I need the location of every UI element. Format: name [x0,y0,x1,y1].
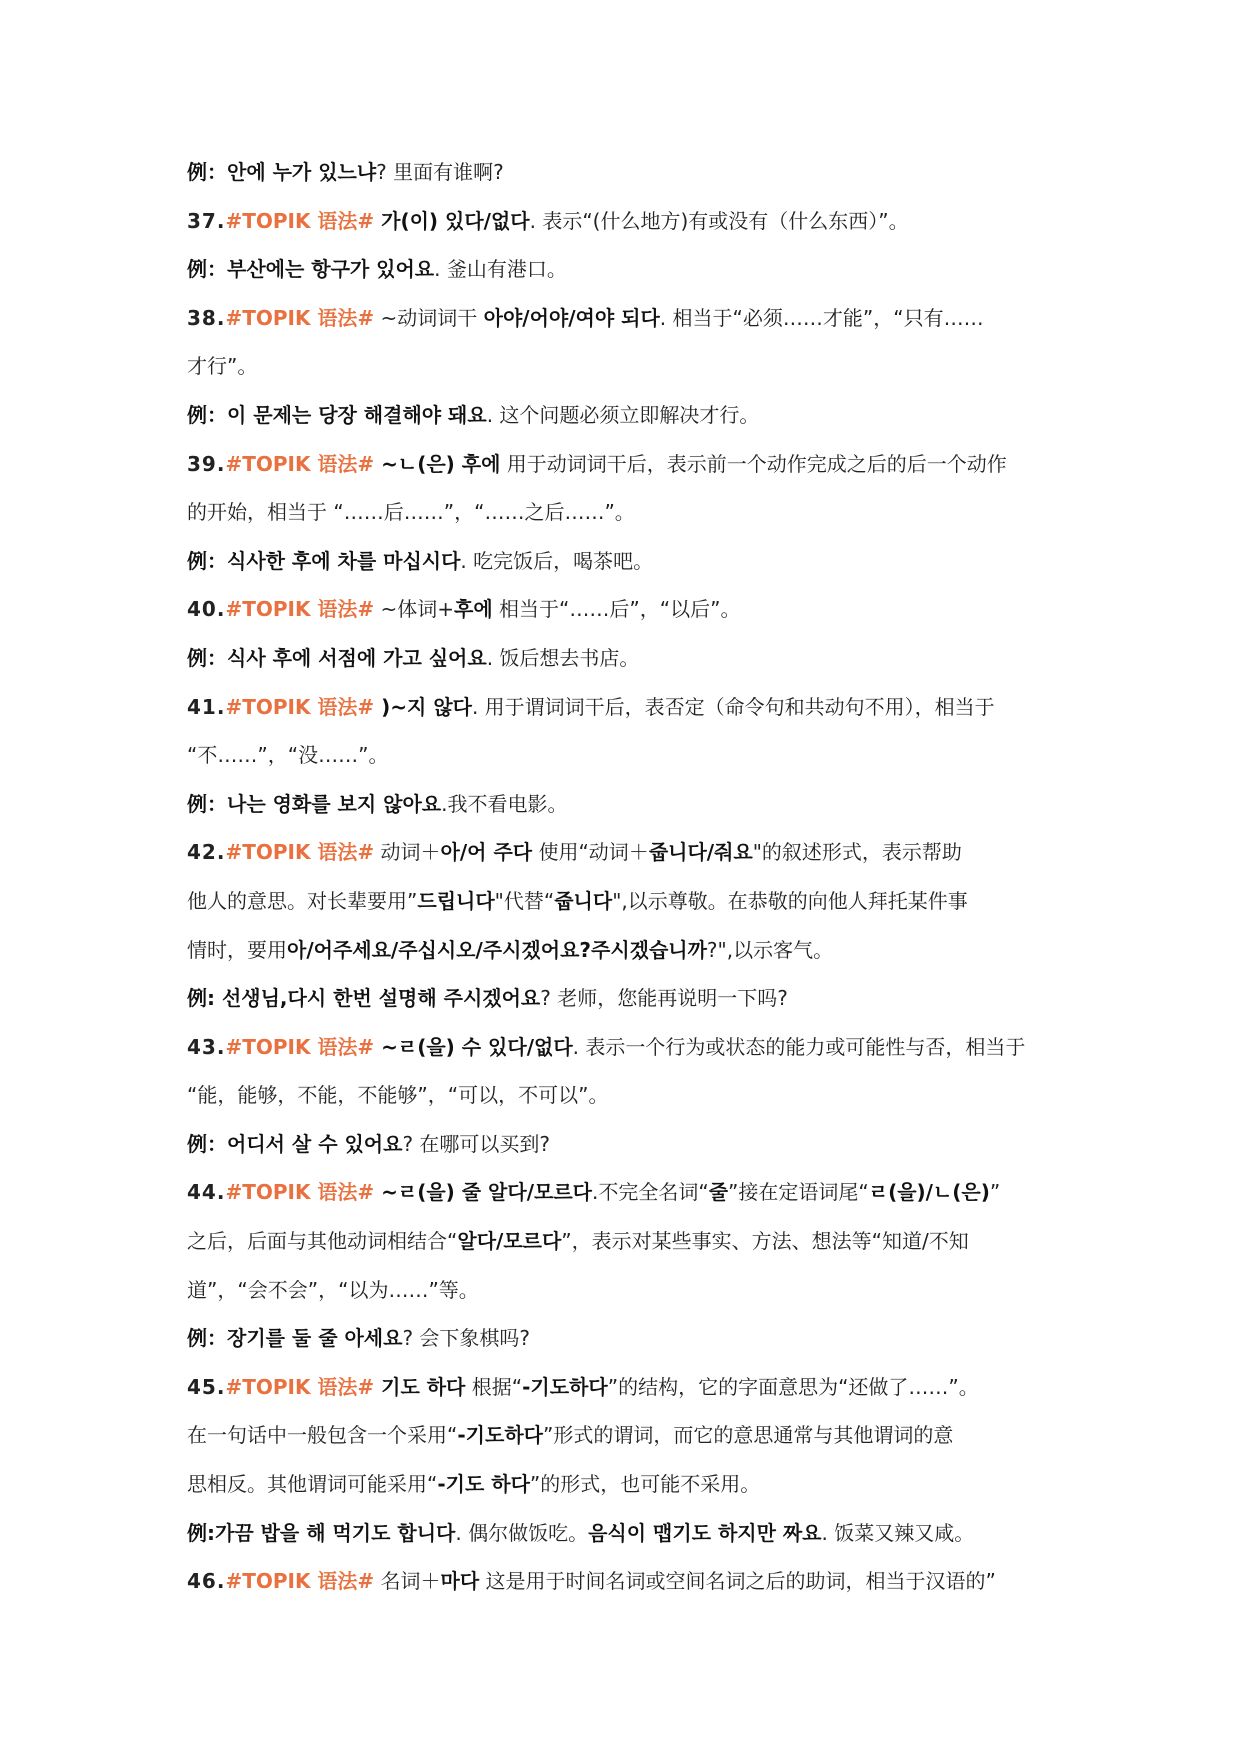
chinese-text: .我不看电影。 [441,791,568,816]
chinese-text: . 表示“(什么地方)有或没有（什么东西）”。 [529,208,909,233]
chinese-text: 根据“ [465,1374,523,1399]
text-line [187,537,1059,586]
korean-text: 후에 [454,597,493,622]
item-number: 46. [187,1569,226,1594]
topik-hashtag: #TOPIK 语法# [225,451,375,476]
text-line [187,197,1059,246]
korean-text: 例： [187,1131,227,1156]
chinese-text: 动词＋ [374,840,441,865]
chinese-text: 相当于“……后”，“以后”。 [492,597,741,622]
text-line [187,877,1059,926]
chinese-text: . 饭菜又辣又咸。 [821,1520,975,1545]
topik-hashtag: #TOPIK 语法# [225,1180,375,1205]
korean-text: 例： [187,160,227,184]
korean-text: 식사한 후에 차를 마십시다 [227,548,461,573]
text-line [187,1217,1059,1266]
text-line [187,440,1059,489]
chinese-text: . 吃完饭后，喝茶吧。 [460,548,654,573]
text-line [187,926,1059,975]
korean-text: 줄 [708,1180,729,1205]
korean-text: 선생님,다시 한번 설명해 주시겠어요 [221,986,541,1011]
text-line [187,1168,1059,1217]
chinese-text: ”接在定语词尾“ [728,1180,869,1205]
item-number: 40. [187,597,226,622]
topik-hashtag: #TOPIK 语法# [225,1034,375,1059]
text-line [187,1411,1059,1460]
item-number: 44. [187,1180,226,1205]
chinese-text: 的开始，相当于 “……后……”，“……之后……”。 [187,500,635,525]
chinese-text: "的叙述形式，表示帮助 [752,840,962,865]
chinese-text: 这是用于时间名词或空间名词之后的助词，相当于汉语的” [479,1569,996,1594]
chinese-text: . 饭后想去书店。 [486,645,640,670]
chinese-text: ”，表示对某些事实、方法、想法等“知道/不知 [561,1229,969,1254]
chinese-text: "代替“ [494,888,555,913]
text-line [187,1120,1059,1169]
topik-hashtag: #TOPIK 语法# [225,305,375,330]
text-line [187,1071,1059,1120]
topik-hashtag: #TOPIK 语法# [225,1374,375,1399]
chinese-text: ? 里面有谁啊? [376,160,504,184]
korean-text: ㄹ(을)/ㄴ(은) [868,1180,990,1205]
chinese-text: ~体词+ [374,597,455,622]
chinese-text: ~动词词干 [374,305,484,330]
text-line [187,731,1059,780]
korean-text: 부산에는 항구가 있어요 [227,257,435,282]
korean-text: 例： [187,645,227,670]
chinese-text: 用于动词词干后，表示前一个动作完成之后的后一个动作 [500,451,1007,476]
text-line [187,1509,1059,1558]
document-page [187,148,1059,1606]
korean-text: 안에 누가 있느냐 [227,160,377,184]
korean-text: 例： [187,791,227,816]
text-line [187,1266,1059,1315]
chinese-text: 思相反。其他谓词可能采用“ [187,1472,438,1497]
korean-text: 例： [187,257,227,282]
item-number: 39. [187,451,226,476]
korean-text: 나는 영화를 보지 않아요 [227,791,442,816]
chinese-text: . 用于谓词词干后，表否定（命令句和共动句不用），相当于 [471,694,995,719]
korean-text: 例: [187,1520,215,1545]
text-line [187,828,1059,877]
korean-text: 장기를 둘 줄 아세요 [227,1326,403,1351]
chinese-text: ?",以示客气。 [706,937,834,962]
korean-text: 가(이) 있다/없다 [374,208,530,233]
topik-hashtag: #TOPIK 语法# [225,694,375,719]
chinese-text: ? 老师，您能再说明一下吗? [540,986,788,1011]
text-line [187,974,1059,1023]
korean-text: -기도하다 [522,1374,608,1399]
text-line [187,1460,1059,1509]
text-line [187,634,1059,683]
korean-text: 아/어 주다 [440,840,533,865]
text-line [187,488,1059,537]
korean-text: 例： [187,1326,227,1351]
text-line [187,780,1059,829]
text-line [187,1314,1059,1363]
korean-text: 음식이 맵기도 하지만 짜요 [588,1520,822,1545]
chinese-text: ”形式的谓词，而它的意思通常与其他谓词的意 [542,1423,954,1448]
text-line [187,148,1059,197]
topik-hashtag: #TOPIK 语法# [225,597,375,622]
item-number: 41. [187,694,226,719]
chinese-text: “不……”，“没……”。 [187,743,389,768]
item-number: 37. [187,208,226,233]
korean-text: 식사 후에 서점에 가고 싶어요 [227,645,487,670]
korean-text: 아/어주세요/주십시오/주시겠어요?주시겠습니까 [287,937,707,962]
korean-text: 알다/모르다 [457,1229,562,1254]
chinese-text: 使用“动词＋ [532,840,649,865]
chinese-text: 他人的意思。对长辈要用” [187,888,418,913]
text-line [187,1363,1059,1412]
text-line [187,1023,1059,1072]
korean-text: )~지 않다 [374,694,472,719]
chinese-text: ? 会下象棋吗? [402,1326,531,1351]
text-line [187,294,1059,343]
korean-text: 어디서 살 수 있어요 [227,1131,403,1156]
korean-text: 드립니다 [417,888,495,913]
chinese-text: ”的形式，也可能不采用。 [529,1472,761,1497]
chinese-text: . 偶尔做饭吃。 [455,1520,589,1545]
chinese-text: 在一句话中一般包含一个采用“ [187,1423,458,1448]
chinese-text: “能，能够，不能，不能够”，“可以，不可以”。 [187,1083,609,1108]
topik-hashtag: #TOPIK 语法# [225,840,375,865]
chinese-text: ”的结构，它的字面意思为“还做了……”。 [607,1374,979,1399]
text-line [187,683,1059,732]
topik-hashtag: #TOPIK 语法# [225,1569,375,1594]
korean-text: 例: [187,986,222,1011]
text-line [187,245,1059,294]
text-line [187,342,1059,391]
korean-text: -기도 하다 [437,1472,530,1497]
chinese-text: . 釜山有港口。 [434,257,567,282]
korean-text: 줍니다/줘요 [648,840,753,865]
chinese-text: . 相当于“必须……才能”，“只有…… [659,305,984,330]
item-number: 42. [187,840,226,865]
item-number: 45. [187,1374,226,1399]
text-line [187,391,1059,440]
item-number: 43. [187,1034,226,1059]
chinese-text: 情时，要用 [187,937,287,962]
chinese-text: . 这个问题必须立即解决才行。 [486,402,760,427]
korean-text: -기도하다 [457,1423,543,1448]
chinese-text: . 表示一个行为或状态的能力或可能性与否，相当于 [572,1034,1026,1059]
chinese-text: 才行”。 [187,354,258,379]
korean-text: 마다 [440,1569,480,1594]
chinese-text: 之后，后面与其他动词相结合“ [187,1229,458,1254]
text-line [187,585,1059,634]
korean-text: ~ㄴ(은) 후에 [374,451,501,476]
korean-text: ~ㄹ(을) 수 있다/없다 [374,1034,573,1059]
chinese-text: ” [989,1180,1001,1205]
chinese-text: 名词＋ [374,1569,441,1594]
korean-text: 기도 하다 [374,1374,466,1399]
korean-text: 이 문제는 당장 해결해야 돼요 [227,402,487,427]
text-line [187,1557,1059,1606]
chinese-text: ",以示尊敬。在恭敬的向他人拜托某件事 [612,888,968,913]
item-number: 38. [187,305,226,330]
korean-text: 가끔 밥을 해 먹기도 합니다 [215,1520,456,1545]
chinese-text: ? 在哪可以买到? [402,1131,551,1156]
korean-text: 例： [187,402,227,427]
korean-text: ~ㄹ(을) 줄 알다/모르다 [374,1180,592,1205]
korean-text: 例： [187,548,227,573]
korean-text: 줍니다 [554,888,613,913]
korean-text: 아야/어야/여야 되다 [483,305,660,330]
chinese-text: 道”，“会不会”，“以为……”等。 [187,1277,479,1302]
topik-hashtag: #TOPIK 语法# [225,208,375,233]
chinese-text: .不完全名词“ [591,1180,709,1205]
